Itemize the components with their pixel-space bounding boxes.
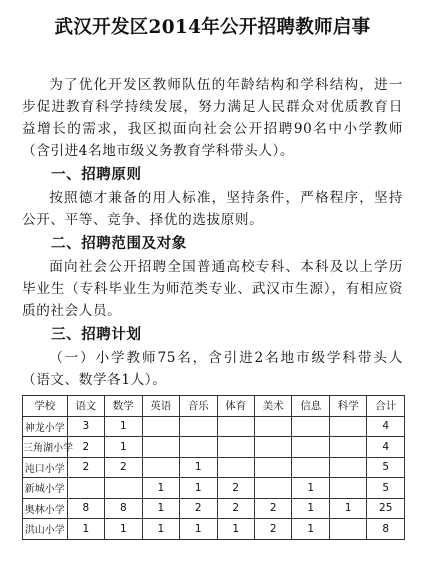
table-cell: 1: [329, 498, 366, 519]
section-heading-plan: 三、招聘计划: [51, 326, 142, 343]
column-header: 学校: [23, 396, 68, 417]
table-cell: [255, 416, 292, 437]
table-cell: [292, 457, 329, 478]
table-cell: 1: [105, 416, 142, 437]
table-cell: 1: [67, 519, 104, 540]
table-cell: [329, 437, 366, 458]
table-cell: 8: [105, 498, 142, 519]
table-cell: [142, 457, 179, 478]
table-cell: 1: [292, 498, 329, 519]
table-cell: 1: [292, 478, 329, 499]
table-cell: [142, 416, 179, 437]
recruitment-table: [22, 395, 405, 540]
table-cell: 3: [67, 416, 104, 437]
table-cell: 25: [367, 498, 405, 519]
table-row: [23, 457, 405, 478]
table-cell: [292, 416, 329, 437]
column-header: 语文: [67, 396, 104, 417]
table-cell: 奥林小学: [23, 498, 68, 519]
table-cell: 神龙小学: [23, 416, 68, 437]
table-row: [23, 519, 405, 540]
table-cell: [67, 478, 104, 499]
table-cell: 1: [142, 498, 179, 519]
table-cell: 1: [292, 519, 329, 540]
column-header: 科学: [329, 396, 366, 417]
intro-paragraph: 为了优化开发区教师队伍的年龄结构和学科结构，进一步促进教育科学持续发展，努力满足人民群众对优质教育日益增长的需求，我区拟面向社会公开招聘90名中小学教师（含引进4名地市级义务教育学科带头人）。: [22, 77, 403, 159]
table-row: [23, 416, 405, 437]
column-header: 音乐: [180, 396, 217, 417]
table-cell: 2: [217, 498, 254, 519]
column-header: 体育: [217, 396, 254, 417]
column-header: 美术: [255, 396, 292, 417]
table-cell: 1: [180, 478, 217, 499]
table-cell: 2: [67, 437, 104, 458]
table-cell: 2: [105, 457, 142, 478]
table-cell: [255, 478, 292, 499]
column-header: 数学: [105, 396, 142, 417]
table-cell: 2: [217, 478, 254, 499]
table-cell: [329, 416, 366, 437]
table-cell: [217, 416, 254, 437]
table-cell: 2: [255, 498, 292, 519]
table-cell: [329, 457, 366, 478]
table-cell: 1: [142, 478, 179, 499]
column-header: 英语: [142, 396, 179, 417]
table-cell: [329, 519, 366, 540]
section-text-principles: 按照德才兼备的用人标准，坚持条件，严格程序，坚持公开、平等、竞争、择优的选拔原则。: [22, 190, 403, 228]
table-cell: [142, 437, 179, 458]
section-text-scope: 面向社会公开招聘全国普通高校专科、本科及以上学历毕业生（专科毕业生为师范类专业、武汉市生源），有相应资质的社会人员。: [22, 259, 403, 319]
table-cell: 2: [180, 498, 217, 519]
table-cell: [292, 437, 329, 458]
table-cell: [105, 478, 142, 499]
table-cell: 三角湖小学: [23, 437, 68, 458]
table-row: [23, 437, 405, 458]
table-cell: 1: [105, 437, 142, 458]
table-cell: 1: [142, 519, 179, 540]
table-cell: 8: [67, 498, 104, 519]
table-cell: 新城小学: [23, 478, 68, 499]
table-cell: 1: [180, 457, 217, 478]
table-cell: [180, 416, 217, 437]
table-cell: 1: [217, 519, 254, 540]
table-cell: [255, 437, 292, 458]
table-cell: 洪山小学: [23, 519, 68, 540]
table-cell: 4: [367, 416, 405, 437]
table-cell: [217, 437, 254, 458]
table-cell: 2: [67, 457, 104, 478]
page-title: 武汉开发区2014年公开招聘教师启事: [54, 17, 371, 38]
section-heading-scope: 二、招聘范围及对象: [51, 235, 187, 252]
column-header: 信息: [292, 396, 329, 417]
table-cell: 5: [367, 457, 405, 478]
table-row: [23, 498, 405, 519]
column-header: 合计: [367, 396, 405, 417]
table-cell: 8: [367, 519, 405, 540]
table-cell: 沌口小学: [23, 457, 68, 478]
table-cell: 1: [180, 519, 217, 540]
table-header-row: [23, 396, 405, 417]
table-row: [23, 478, 405, 499]
table-cell: [217, 457, 254, 478]
section-text-plan: （一）小学教师75名，含引进2名地市级学科带头人（语文、数学各1人）。: [22, 350, 403, 388]
table-cell: 4: [367, 437, 405, 458]
table-cell: 2: [255, 519, 292, 540]
section-heading-principles: 一、招聘原则: [51, 166, 142, 183]
table-cell: 5: [367, 478, 405, 499]
table-cell: [180, 437, 217, 458]
table-cell: 1: [105, 519, 142, 540]
table-cell: [255, 457, 292, 478]
table-cell: [329, 478, 366, 499]
